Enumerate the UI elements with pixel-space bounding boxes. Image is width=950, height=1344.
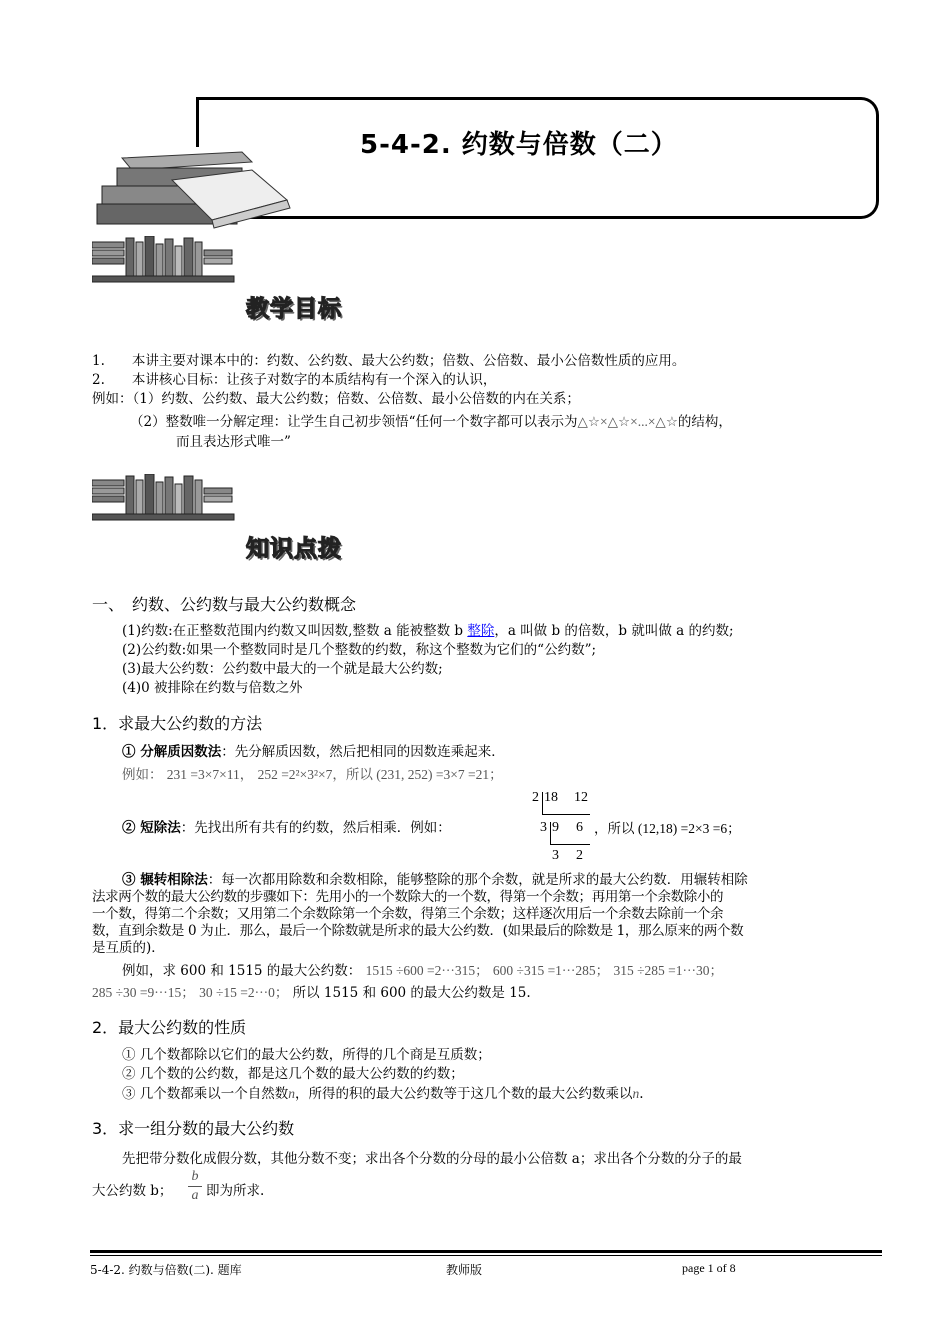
property-text: .: [639, 1086, 644, 1102]
dividend: 9: [552, 820, 559, 835]
footer-left: 5-4-2. 约数与倍数(二). 题库: [90, 1263, 242, 1277]
method-example: [122, 765, 503, 785]
goal-line: 而且表达形式唯一”: [176, 434, 291, 450]
goal-line: [130, 412, 732, 432]
goal-line: 1. 本讲主要对课本中的：约数、公约数、最大公约数；倍数、公倍数、最小公倍数性质的应用。: [92, 353, 686, 369]
goal-line: 2. 本讲核心目标：让孩子对数字的本质结构有一个深入的认识，: [92, 372, 497, 388]
equation: 600 ÷315 =1···285；: [492, 963, 610, 978]
definition-line: (3)最大公约数：公约数中最大的一个就是最大公约数;: [122, 661, 443, 677]
footer-rule: [90, 1250, 882, 1253]
heading-property: 2．最大公约数的性质: [92, 1018, 247, 1037]
goal-text: 的结构，: [677, 414, 732, 430]
fraction-text: 即为所求.: [206, 1183, 265, 1199]
division-line: [542, 814, 590, 815]
heading-part1: 一、 约数、公约数与最大公约数概念: [92, 595, 357, 614]
heading-method: 1．求最大公约数的方法: [92, 714, 263, 733]
division-bar: [550, 822, 551, 844]
definition-text: ，a 叫做 b 的倍数，b 就叫做 a 的约数;: [494, 623, 734, 639]
variable: n: [288, 1086, 296, 1101]
method-text: 数，直到余数是 0 为止．那么，最后一个除数就是所求的最大公约数．(如果最后的除数是 1，那么原来的两个数: [92, 923, 744, 939]
divisible-link[interactable]: 整除: [467, 623, 495, 639]
property-text: ，所得的积的最大公约数等于这几个数的最大公约数乘以: [295, 1086, 633, 1102]
equation: 315 ÷285 =1···30；: [613, 963, 723, 978]
equation: 30 ÷15 =2···0；: [199, 985, 289, 1000]
bookshelf-icon: [92, 474, 237, 524]
method-text: ：先找出所有共有的约数，然后相乘．例如：: [180, 820, 451, 836]
page-title: 5-4-2. 约数与倍数（二）: [360, 130, 678, 160]
bookshelf-icon: [92, 236, 237, 286]
goal-formula: △☆×△☆×...×△☆: [577, 414, 678, 429]
fraction-b-over-a: [188, 1168, 202, 1205]
goal-text: （2）整数唯一分解定理：让学生自己初步领悟“任何一个数字都可以表示为: [130, 414, 578, 430]
definition-line: [122, 622, 734, 641]
example-line: [92, 983, 531, 1003]
divisor: 2: [532, 790, 539, 805]
fraction-denominator: a: [188, 1186, 202, 1205]
method-label: ① 分解质因数法: [122, 744, 222, 760]
equation: ，所以 (231, 252) =3×7 =21；: [332, 767, 503, 782]
equation: 285 ÷30 =9···15；: [92, 985, 195, 1000]
heading-fraction: 3．求一组分数的最大公约数: [92, 1119, 295, 1138]
example-text: 例如，求 600 和 1515 的最大公约数：: [122, 963, 362, 979]
example-line: [122, 961, 723, 981]
method-text: 是互质的)．: [92, 940, 165, 956]
dividend: 6: [576, 820, 583, 835]
dividend: 18: [544, 790, 558, 805]
quotient: 2: [576, 848, 583, 863]
property-line: ① 几个数都除以它们的最大公约数，所得的几个商是互质数；: [122, 1047, 491, 1063]
method-label: ③ 辗转相除法: [122, 872, 208, 888]
fraction-text: 先把带分数化成假分数，其他分数不变；求出各个分数的分母的最小公倍数 a；求出各个分数的分子的最: [122, 1151, 742, 1167]
dividend: 12: [574, 790, 588, 805]
footer-center: 教师版: [446, 1263, 483, 1277]
section-title-goals: 教学目标: [246, 296, 342, 322]
property-line: [122, 1084, 644, 1104]
method-text: 一个数，得第二个余数；又用第二个余数除第一个余数，得第三个余数；这样逐次用后一个余数去除前一个余: [92, 906, 724, 922]
definition-line: (2)公约数:如果一个整数同时是几个整数的约数，称这个整数为它们的“公约数”;: [122, 642, 597, 658]
fraction-numerator: b: [191, 1169, 199, 1184]
property-text: ③ 几个数都乘以一个自然数: [122, 1086, 289, 1102]
method-line: [122, 819, 451, 838]
example-label: 例如：: [122, 767, 163, 783]
variable: n: [632, 1086, 640, 1101]
footer-rule: [90, 1255, 882, 1256]
definition-line: (4)0 被排除在约数与倍数之外: [122, 680, 303, 696]
definition-text: (1)约数:在正整数范围内约数又叫因数,整数 a 能被整数 b: [122, 623, 468, 639]
method-text: 法求两个数的最大公约数的步骤如下：先用小的一个数除大的一个数，得第一个余数；再用第一个余数除小的: [92, 889, 724, 905]
divisor: 3: [540, 820, 547, 835]
method-text: ：先分解质因数，然后把相同的因数连乘起来．: [221, 744, 505, 760]
method-line: [122, 743, 505, 762]
method-text: ：每一次都用除数和余数相除，能够整除的那个余数，就是所求的最大公约数．用辗转相除: [207, 872, 748, 888]
section-title-knowledge: 知识点拨: [246, 536, 342, 562]
goal-line: 例如：（1）约数、公约数、最大公约数；倍数、公倍数、最小公倍数的内在关系；: [92, 391, 580, 407]
fraction-text: 大公约数 b；: [92, 1183, 173, 1199]
example-text: 所以 1515 和 600 的最大公约数是 15.: [292, 985, 531, 1001]
footer-page-number: page 1 of 8: [682, 1261, 736, 1275]
equation: ，所以 (12,18) =2×3 =6；: [594, 821, 741, 836]
property-line: ② 几个数的公约数，都是这几个数的最大公约数的约数；: [122, 1066, 464, 1082]
equation: 231 =3×7×11，: [166, 767, 254, 782]
division-line: [550, 844, 590, 845]
quotient: 3: [552, 848, 559, 863]
division-bar: [542, 792, 543, 814]
method-label: ② 短除法: [122, 820, 181, 836]
books-illustration: [92, 150, 292, 230]
equation: 252 =2²×3²×7: [257, 767, 333, 782]
equation: 1515 ÷600 =2···315；: [365, 963, 489, 978]
